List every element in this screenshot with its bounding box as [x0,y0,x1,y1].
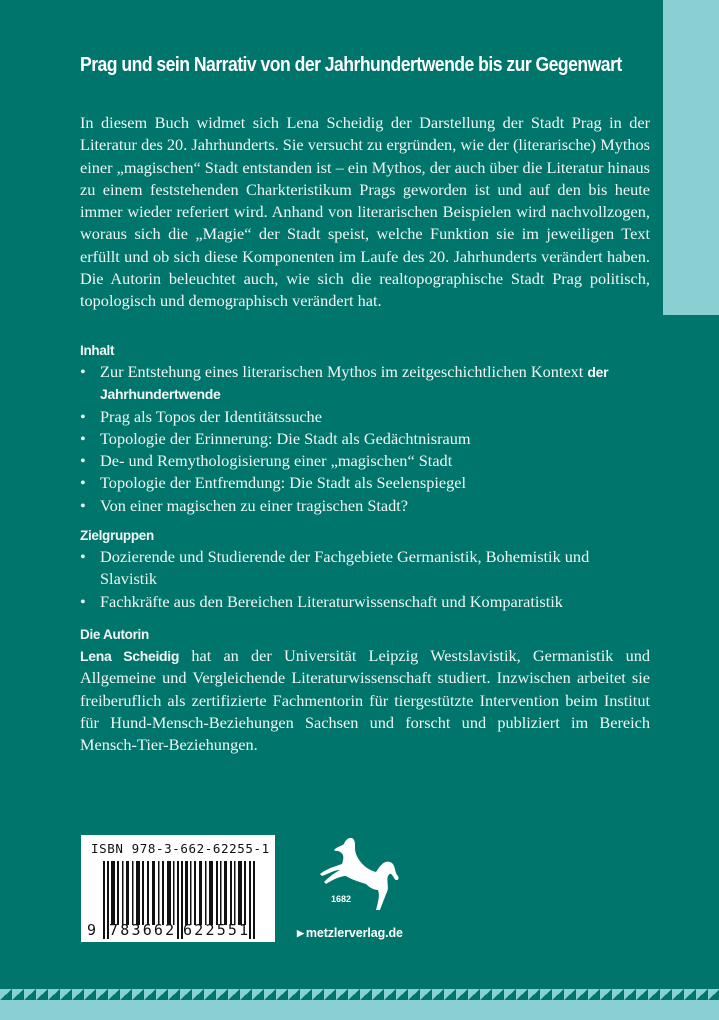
bullet-icon: • [80,495,86,515]
bullet-icon: • [80,591,86,611]
bullet-icon: • [80,451,86,471]
publisher-url: metzlerverlag.de [305,926,403,940]
section-heading-contents: Inhalt [80,343,115,358]
list-item: • Topologie der Entfremdung: Die Stadt als Seelenspiegel [80,472,660,494]
author-bio: Lena Scheidig hat an der Universität Leipzig Westslavistik, Germanistik und Allgemeine und Vergleichende Literaturwissenschaft studiert. Inzwischen arbeitet sie freiberuflich als zertifizierte Fachmentorin für tiergestützte Intervention beim Institut für Hund-Mensch-Beziehungen Sachsen und forscht und publiziert im Bereich Mensch-Tier-Beziehungen. [80,646,650,755]
target-groups-list [80,546,610,613]
list-item: • Zur Entstehung eines literarischen Mythos im zeitgeschichtlichen Kontext der Jahrhundertwende [80,362,609,403]
section-author [80,625,660,756]
barcode-digits-right: 622551 [183,921,251,939]
section-contents [80,341,660,517]
bullet-icon: • [80,362,86,381]
bottom-band [0,1000,719,1020]
author-name: Lena Scheidig [80,648,180,664]
sawtooth-border [0,989,719,1000]
isbn-label: ISBN 978-3-662-62255-1 [91,841,270,856]
section-heading-author: Die Autorin [80,627,149,642]
logo-year: 1682 [331,894,352,904]
list-item: • Dozierende und Studierende der Fachgebiete Germanistik, Bohemistik und Slavistik [80,547,590,589]
accent-bar [663,0,719,315]
list-item: • De- und Remythologisierung einer „magischen“ Stadt [80,450,660,472]
triangle-right-icon: ▶ [297,928,304,938]
publisher-link[interactable] [297,926,403,940]
bullet-icon: • [80,473,86,493]
bullet-icon: • [80,406,86,426]
barcode-digits-left: 783662 [109,921,177,939]
bullet-icon: • [80,428,86,448]
leaping-horse-icon [310,832,410,912]
list-item: • Topologie der Erinnerung: Die Stadt als Gedächtnisraum [80,428,660,450]
section-target-groups [80,526,660,613]
contents-list [80,361,660,517]
list-item: • Prag als Topos der Identitätssuche [80,406,660,428]
bullet-icon: • [80,547,86,566]
barcode-digit-first: 9 [87,921,97,939]
list-item: • Fachkräfte aus den Bereichen Literaturwissenschaft und Komparatistik [80,591,610,613]
section-heading-target-groups: Zielgruppen [80,528,154,543]
book-title: Prag und sein Narrativ von der Jahrhundertwende bis zur Gegenwart [80,54,622,76]
isbn-barcode [81,835,275,942]
book-description: In diesem Buch widmet sich Lena Scheidig der Darstellung der Stadt Prag in der Literatur des 20. Jahrhunderts. Sie versucht zu ergründen, wie der (literarische) Mythos einer „magischen“ Stadt entstanden ist – ein Mythos, der auch über die Literatur hinaus zu einem feststehenden Charkteristikum Prags geworden ist und auf den bis heute immer wieder referiert wird. Anhand von literarischen Beispielen wird nachvollzogen, woraus sich die „Magie“ der Stadt speist, welche Funktion sie im jeweiligen Text erfüllt und ob sich diese Komponenten im Laufe des 20. Jahrhunderts verändert haben. Die Autorin beleuchtet auch, wie sich die realtopographische Stadt Prag politisch, topologisch und demographisch verändert hat. [80,113,650,311]
list-item: • Von einer magischen zu einer tragischen Stadt? [80,495,660,517]
